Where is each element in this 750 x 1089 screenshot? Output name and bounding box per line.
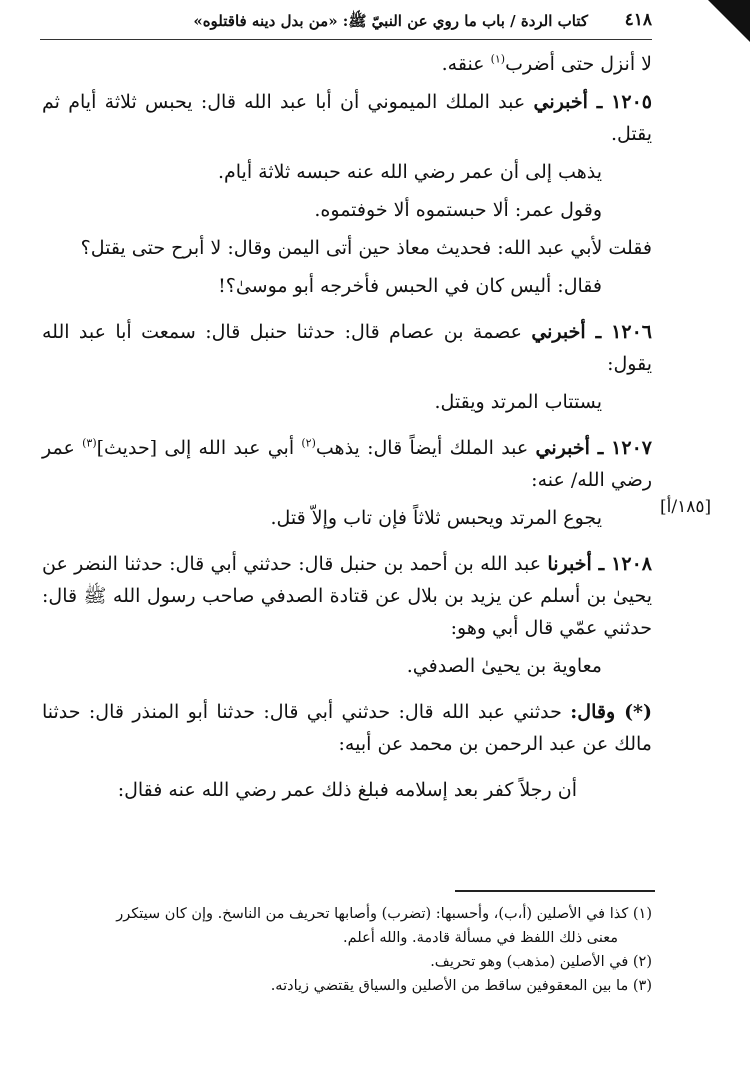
footnote-text: في الأصلين (مذهب) وهو تحريف. bbox=[430, 954, 629, 970]
text-run: أبي عبد الله إلى [حديث] bbox=[96, 437, 302, 459]
text-run: وقول عمر: ألا حبستموه ألا خوفتموه. bbox=[314, 199, 602, 221]
margin-folio-note: [١٨٥/أ] bbox=[660, 497, 712, 517]
entry-marker: ١٢٠٦ ـ أخبرني bbox=[531, 321, 652, 343]
text-run: عبد الله بن أحمد بن حنبل قال: حدثني أبي قال: حدثنا النضر عن يحيىٰ بن أسلم عن يزيد بن بلال عن قتادة الصدفي صاحب رسول الله ﷺ قال: حدثني عمّي قال أبي وهو: bbox=[42, 553, 652, 639]
footnote-ref: (١) bbox=[490, 52, 506, 66]
footnote-ref: (٢) bbox=[301, 436, 316, 450]
paragraph bbox=[42, 194, 652, 226]
page-corner-mark bbox=[708, 0, 750, 42]
paragraph bbox=[42, 48, 652, 80]
text-run: حدثني عبد الله قال: حدثني أبي قال: حدثنا أبو المنذر قال: حدثنا مالك عن عبد الرحمن بن محمد عن أبيه: bbox=[42, 701, 652, 755]
entry-marker: ١٢٠٥ ـ أخبرني bbox=[533, 91, 652, 113]
paragraph bbox=[42, 432, 652, 496]
text-run: يذهب إلى أن عمر رضي الله عنه حبسه ثلاثة أيام. bbox=[217, 161, 602, 183]
text-run: أن رجلاً كفر بعد إسلامه فبلغ ذلك عمر رضي الله عنه فقال: bbox=[117, 779, 577, 801]
footnote-text: كذا في الأصلين (أ،ب)، وأحسبها: (تضرب) وأصابها تحريف من الناسخ. وإن كان سيتكرر bbox=[116, 906, 629, 922]
footnote-text: ما بين المعقوفين ساقط من الأصلين والسياق يقتضي زيادته. bbox=[270, 978, 629, 994]
header-title: كتاب الردة / باب ما روي عن النبيّ ﷺ: «من بدل دينه فاقتلوه» bbox=[193, 12, 588, 30]
footnote-line bbox=[40, 926, 652, 950]
text-run: يجوع المرتد ويحبس ثلاثاً فإن تاب وإلاّ قتل. bbox=[270, 507, 602, 529]
paragraph bbox=[42, 316, 652, 380]
paragraph bbox=[42, 502, 652, 534]
paragraph bbox=[42, 696, 652, 760]
footnote-ref: (٣) bbox=[82, 436, 97, 450]
text-run: فقلت لأبي عبد الله: فحديث معاذ حين أتى اليمن وقال: لا أبرح حتى يقتل؟ bbox=[80, 237, 652, 259]
text-run: عصمة بن عصام قال: حدثنا حنبل قال: سمعت أبا عبد الله يقول: bbox=[42, 321, 652, 375]
footnote-number: (٣) bbox=[632, 978, 652, 994]
text-run: لا أنزل حتى أضرب bbox=[505, 53, 652, 75]
text-run: يستتاب المرتد ويقتل. bbox=[434, 391, 602, 413]
paragraph bbox=[42, 156, 652, 188]
main-text bbox=[42, 48, 652, 812]
footnote-line bbox=[40, 902, 652, 926]
paragraph bbox=[42, 650, 652, 682]
entry-marker: (*) وقال: bbox=[570, 701, 652, 723]
text-run: فقال: أليس كان في الحبس فأخرجه أبو موسىٰ؟! bbox=[218, 275, 602, 297]
entry-marker: ١٢٠٨ ـ أخبرنا bbox=[547, 553, 652, 575]
running-header bbox=[40, 6, 652, 40]
footnote-text: معنى ذلك اللفظ في مسألة قادمة. والله أعلم. bbox=[343, 930, 618, 946]
text-run: معاوية بن يحيىٰ الصدفي. bbox=[406, 655, 602, 677]
paragraph bbox=[42, 232, 652, 264]
text-run: عمر رضي الله/ عنه: bbox=[42, 437, 652, 491]
text-run: عبد الملك الميموني أن أبا عبد الله قال: يحبس ثلاثة أيام ثم يقتل. bbox=[42, 91, 652, 145]
footnote-number: (٢) bbox=[632, 954, 652, 970]
footnote-line bbox=[40, 974, 652, 998]
paragraph bbox=[42, 386, 652, 418]
page-number: ٤١٨ bbox=[624, 10, 652, 30]
header-rule bbox=[40, 39, 652, 40]
footnotes bbox=[40, 902, 652, 998]
footnote-line bbox=[40, 950, 652, 974]
footnote-number: (١) bbox=[632, 906, 652, 922]
footnote-separator bbox=[455, 890, 655, 892]
paragraph bbox=[42, 774, 652, 806]
text-run: عنقه. bbox=[441, 53, 491, 75]
paragraph bbox=[42, 86, 652, 150]
paragraph bbox=[42, 270, 652, 302]
entry-marker: ١٢٠٧ ـ أخبرني bbox=[535, 437, 652, 459]
paragraph bbox=[42, 548, 652, 644]
text-run: عبد الملك أيضاً قال: يذهب bbox=[315, 437, 536, 459]
